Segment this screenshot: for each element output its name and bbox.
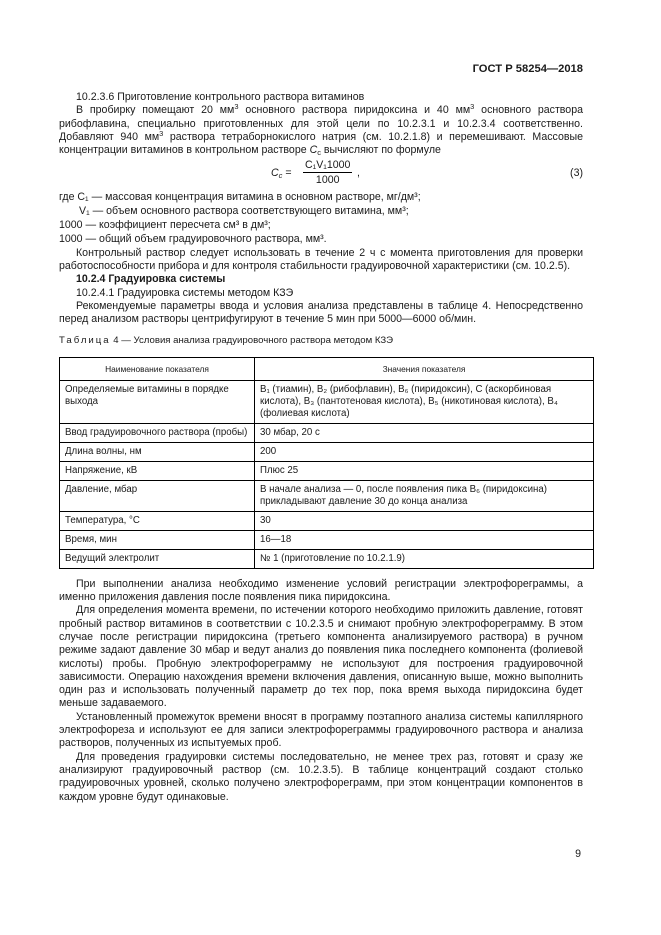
document-id: ГОСТ Р 58254—2018	[472, 63, 583, 75]
table-row	[60, 380, 594, 423]
table-row	[60, 511, 594, 530]
subsection-title-10-2-4-1: 10.2.4.1 Градуировка системы методом КЗЭ	[76, 286, 294, 299]
table-row	[60, 480, 594, 511]
table-cell: В начале анализа — 0, после появления пика B₆ (пиридоксина) прикладывают давление 30 до конца анализа	[255, 480, 594, 511]
table-cell: Определяемые витамины в порядке выхода	[60, 380, 255, 423]
formula-3	[59, 157, 583, 191]
table-cell: Температура, °С	[60, 511, 255, 530]
table-cell: 30	[255, 511, 594, 530]
table-cell: Плюс 25	[255, 461, 594, 480]
table-cell: B₁ (тиамин), B₂ (рибофлавин), B₆ (пиридоксин), C (аскорбиновая кислота), B₃ (пантотеновая кислота), B₅ (никотиновая кислота), B₄ (фолиевая кислота)	[255, 380, 594, 423]
paragraph-program-setup: Установленный промежуток времени вносят в программу поэтапного анализа системы капиллярного электрофореза и используют ее для записи электрофореграммы градуировочного раствора и анализа растворов, полученных из испытуемых проб.	[59, 710, 583, 750]
table-cell: Ввод градуировочного раствора (пробы)	[60, 423, 255, 442]
column-header-name: Наименование показателя	[60, 357, 255, 380]
page-number: 9	[575, 848, 581, 860]
table-header-row	[60, 357, 594, 380]
table-cell: 16—18	[255, 530, 594, 549]
paragraph-parameters: Рекомендуемые параметры ввода и условия анализа представлены в таблице 4. Непосредственно перед анализом растворы центрифугируют в течение 5 мин при 5000—6000 об/мин.	[59, 299, 583, 326]
table-caption: Таблица 4 — Условия анализа градуировочного раствора методом КЗЭ	[59, 335, 394, 347]
analysis-conditions-table	[59, 357, 594, 569]
formula-denominator: 1000	[315, 174, 340, 187]
table-cell: № 1 (приготовление по 10.2.1.9)	[255, 549, 594, 568]
paragraph-control-usage: Контрольный раствор следует использовать в течение 2 ч с момента приготовления для проверки работоспособности прибора и для контроля стабильности градуировочной характеристики (см. 10.2.5).	[59, 246, 583, 272]
column-header-value: Значения показателя	[255, 357, 594, 380]
table-row	[60, 423, 594, 442]
table-row	[60, 530, 594, 549]
paragraph-analysis-note: При выполнении анализа необходимо изменение условий регистрации электрофореграммы, а именно приложения давления после появления пика пиридоксина.	[59, 577, 583, 604]
legend-v1: V₁ — объем основного раствора соответствующего витамина, мм³;	[79, 205, 409, 218]
table-cell: Напряжение, кВ	[60, 461, 255, 480]
paragraph-control-solution: В пробирку помещают 20 $мм^3$ основного раствора пиридоксина и 40 $мм^3$ основного раствора рибофлавина, специально приготовленных для этой цели по 10.2.3.1 и 10.2.3.4 соответственно. Добавляют 940 $мм^3$ раствора тетраборнокислого натрия (см. 10.2.1.8) и перемешивают. Массовые концентрации витаминов в контрольном растворе $C_c$ вычисляют по формуле	[59, 102, 583, 158]
table-cell: 30 мбар, 20 с	[255, 423, 594, 442]
table-cell: Ведущий электролит	[60, 549, 255, 568]
paragraph-pressure-timing: Для определения момента времени, по истечении которого необходимо приложить давление, готовят пробный раствор витаминов в соответствии с 10.2.3.5 и снимают пробную электрофореграмму. В этом случае после регистрации пиридоксина (третьего компонента анализируемого раствора) в ручном режиме задают давление 30 мбар и ведут анализ до появления пика последнего компонента (фолиевой кислоты) пробы. Пробную электрофореграмму не используют для построения градуировочной зависимости. Операцию нахождения времени включения давления, описанную выше, можно выполнить один раз и использовать полученный параметр до тех пор, пока время выхода пиридоксина будет меньше задаваемого.	[59, 604, 583, 710]
legend-1000-coef: 1000 — коэффициент пересчета см³ в дм³;	[59, 219, 271, 232]
formula-legend	[59, 191, 583, 246]
section-title-10-2-3-6: 10.2.3.6 Приготовление контрольного раствора витаминов	[76, 91, 365, 103]
table-cell: Давление, мбар	[60, 480, 255, 511]
formula-numerator: C₁V₁1000	[305, 159, 351, 172]
formula-lhs: $C_c$ =	[271, 167, 292, 181]
table-cell: Длина волны, нм	[60, 442, 255, 461]
table-row	[60, 461, 594, 480]
paragraph-calibration: Для проведения градуировки системы последовательно, не менее трех раз, готовят и сразу же анализируют градуировочный раствор (см. 10.2.3.5). В таблице концентраций создают столько градуировочных уровней, сколько получено электрофореграмм, при этом концентрации компонентов в каждом уровне будут одинаковые.	[59, 750, 583, 803]
table-cell: Время, мин	[60, 530, 255, 549]
formula-comma: ,	[357, 167, 360, 180]
formula-number: (3)	[570, 167, 583, 180]
formula-fraction	[303, 159, 352, 186]
page-content	[59, 91, 583, 804]
section-title-10-2-4: 10.2.4 Градуировка системы	[76, 273, 226, 286]
legend-1000-volume: 1000 — общий объем градуировочного раствора, мм³.	[59, 232, 327, 245]
legend-c1: где C₁ — массовая концентрация витамина в основном растворе, мг/дм³;	[59, 191, 421, 204]
table-cell: 200	[255, 442, 594, 461]
table-row	[60, 442, 594, 461]
table-row	[60, 549, 594, 568]
